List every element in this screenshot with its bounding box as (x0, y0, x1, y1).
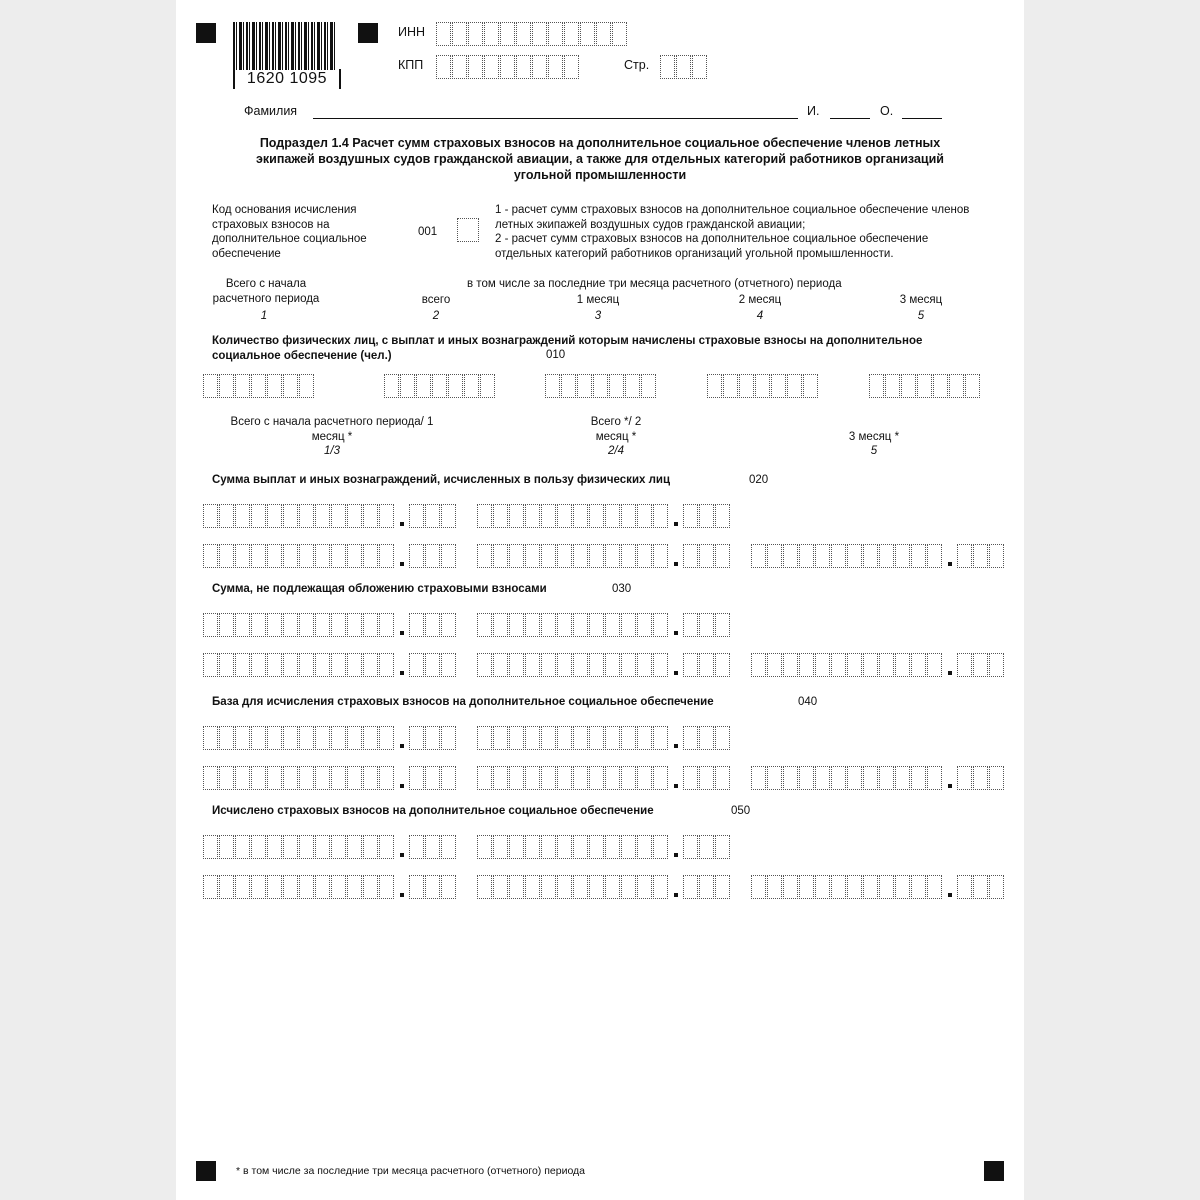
col-m1-header: 1 месяц (576, 294, 620, 306)
line-040-field-4[interactable] (477, 766, 731, 790)
line-050-code: 050 (731, 805, 751, 817)
col-mid-1-header: Всего с начала расчетного периода/ 1 месяц * (230, 416, 434, 443)
line-020-code: 020 (749, 474, 769, 486)
basis-option-2: 2 - расчет сумм страховых взносов на дополнительное социальное обеспечение отдельных категорий работников организаций угольной промышленности. (495, 233, 929, 260)
basis-option-1: 1 - расчет сумм страховых взносов на дополнительное социальное обеспечение членов летных экипажей воздушных судов гражданской авиации; (495, 204, 970, 231)
footnote: * в том числе за последние три месяца расчетного (отчетного) периода (236, 1165, 586, 1177)
line-040-field-3[interactable] (203, 766, 457, 790)
line-050-field-4[interactable] (477, 875, 731, 899)
col-num-4: 4 (756, 310, 764, 322)
registration-marker-top-left (196, 23, 216, 43)
registration-marker-bottom-right (984, 1161, 1004, 1181)
line-020-field-1[interactable] (203, 504, 457, 528)
col-mid-3-header: 3 месяц * (848, 431, 900, 443)
col-mid-1-num: 1/3 (324, 445, 340, 457)
line-010-field-1[interactable] (203, 374, 315, 398)
decimal-point (400, 671, 404, 675)
page-label: Стр. (624, 58, 650, 72)
line-040-label: База для исчисления страховых взносов на дополнительное социальное обеспечение (212, 696, 714, 708)
col-m3-header: 3 месяц (899, 294, 943, 306)
decimal-point (400, 631, 404, 635)
basis-code: 001 (418, 226, 438, 238)
basis-label: Код основания исчисления страховых взносов на дополнительное социальное обеспечение (212, 204, 367, 260)
decimal-point (674, 853, 678, 857)
kpp-field[interactable] (436, 55, 580, 79)
col-mid-3-num: 5 (870, 445, 878, 457)
decimal-point (674, 522, 678, 526)
decimal-point (948, 671, 952, 675)
line-030-field-5[interactable] (751, 653, 1005, 677)
decimal-point (674, 744, 678, 748)
line-030-field-4[interactable] (477, 653, 731, 677)
col-total-header: всего (421, 294, 451, 306)
initial-i-label: И. (807, 104, 820, 118)
line-020-field-2[interactable] (477, 504, 731, 528)
inn-label: ИНН (398, 25, 426, 39)
decimal-point (948, 893, 952, 897)
line-020-label: Сумма выплат и иных вознаграждений, исчисленных в пользу физических лиц (212, 474, 671, 486)
kpp-label: КПП (398, 58, 424, 72)
page-number-field[interactable] (660, 55, 708, 79)
surname-field[interactable] (313, 118, 798, 119)
line-050-field-5[interactable] (751, 875, 1005, 899)
decimal-point (400, 784, 404, 788)
decimal-point (674, 784, 678, 788)
col-num-1: 1 (260, 310, 268, 322)
col-mid-2-header: Всего */ 2 месяц * (590, 416, 642, 443)
decimal-point (674, 893, 678, 897)
decimal-point (948, 562, 952, 566)
line-010-label: Количество физических лиц, с выплат и иных вознаграждений которым начислены страховые взносы на дополнительное социальное обеспечение (чел.) (212, 335, 923, 362)
registration-marker-top-mid (358, 23, 378, 43)
decimal-point (400, 562, 404, 566)
line-020-field-5[interactable] (751, 544, 1005, 568)
initial-o-label: О. (880, 104, 894, 118)
line-030-field-2[interactable] (477, 613, 731, 637)
decimal-point (674, 671, 678, 675)
decimal-point (400, 853, 404, 857)
col-m2-header: 2 месяц (738, 294, 782, 306)
line-040-code: 040 (798, 696, 818, 708)
col-num-3: 3 (594, 310, 602, 322)
col-since-start-header: Всего с начала расчетного периода (212, 278, 320, 305)
line-040-field-2[interactable] (477, 726, 731, 750)
decimal-point (674, 562, 678, 566)
basis-code-field[interactable] (457, 218, 480, 242)
barcode-number: 1620 1095 (233, 69, 341, 89)
inn-field[interactable] (436, 22, 628, 46)
surname-label: Фамилия (244, 104, 298, 118)
section-title: Подраздел 1.4 Расчет сумм страховых взносов на дополнительное социальное обеспечение членов летных экипажей воздушных судов гражданской авиации, а также для отдельных категорий работников организаций угольной промышленности (256, 136, 944, 182)
line-030-code: 030 (612, 583, 632, 595)
line-010-field-3[interactable] (545, 374, 657, 398)
line-020-field-4[interactable] (477, 544, 731, 568)
line-010-field-5[interactable] (869, 374, 981, 398)
line-050-field-3[interactable] (203, 875, 457, 899)
decimal-point (948, 784, 952, 788)
col-mid-2-num: 2/4 (608, 445, 624, 457)
line-040-field-5[interactable] (751, 766, 1005, 790)
col-last-three-header: в том числе за последние три месяца расчетного (отчетного) периода (467, 278, 842, 290)
line-050-field-1[interactable] (203, 835, 457, 859)
line-010-code: 010 (546, 349, 566, 361)
decimal-point (674, 631, 678, 635)
line-050-field-2[interactable] (477, 835, 731, 859)
decimal-point (400, 744, 404, 748)
line-030-field-3[interactable] (203, 653, 457, 677)
col-num-5: 5 (917, 310, 925, 322)
line-040-field-1[interactable] (203, 726, 457, 750)
registration-marker-bottom-left (196, 1161, 216, 1181)
decimal-point (400, 522, 404, 526)
col-num-2: 2 (432, 310, 440, 322)
line-010-field-2[interactable] (384, 374, 496, 398)
barcode (233, 22, 337, 70)
line-030-label: Сумма, не подлежащая обложению страховыми взносами (212, 583, 547, 595)
initial-i-field[interactable] (830, 118, 870, 119)
line-010-field-4[interactable] (707, 374, 819, 398)
decimal-point (400, 893, 404, 897)
initial-o-field[interactable] (902, 118, 942, 119)
line-030-field-1[interactable] (203, 613, 457, 637)
line-050-label: Исчислено страховых взносов на дополнительное социальное обеспечение (212, 805, 654, 817)
line-020-field-3[interactable] (203, 544, 457, 568)
